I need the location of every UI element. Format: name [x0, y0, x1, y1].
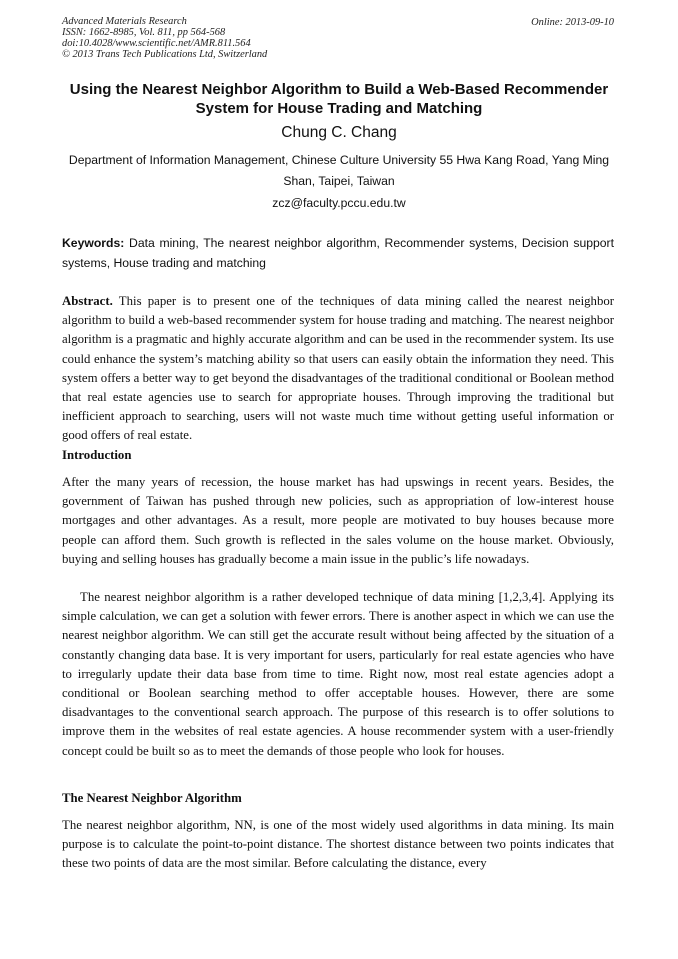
- keywords-label: Keywords:: [62, 236, 125, 250]
- author-name: Chung C. Chang: [281, 124, 397, 141]
- nn-section-heading: The Nearest Neighbor Algorithm: [62, 791, 242, 805]
- paper-title: Using the Nearest Neighbor Algorithm to Build a Web-Based Recommender System for House Trading and Matching: [69, 81, 609, 117]
- online-date: Online: 2013-09-10: [531, 17, 614, 28]
- abstract-label: Abstract.: [62, 294, 113, 308]
- introduction-paragraph-2: The nearest neighbor algorithm is a rather developed technique of data mining [1,2,3,4]. Applying its simple calculation, we can get a solution with fewer errors. There is another aspect in which we can use the nearest neighbor algorithm. We can still get the accurate result without being affected by the situation of a constantly changing data base. It is very important for users, particularly for real estate agencies who have to irregularly update their data base from time to time. Right now, most real estate agencies adopt a conditional or Boolean searching method to offer acceptable houses. However, there are some disadvantages to the conventional search approach. The purpose of this research is to offer solutions to improve them in the websites of real estate agencies. A house recommender system with a user-friendly concept could be built so as to meet the demands of those people who look for houses.: [62, 590, 614, 758]
- keywords-text: Data mining, The nearest neighbor algorithm, Recommender systems, Decision support systems, House trading and matching: [62, 236, 615, 270]
- issn-line: ISSN: 1662-8985, Vol. 811, pp 564-568: [62, 27, 226, 38]
- abstract-text: This paper is to present one of the techniques of data mining called the nearest neighbor algorithm to build a web-based recommender system for house trading and matching. The nearest neighbor algorithm is a pragmatic and highly accurate algorithm and can be used in the recommender system. Its use could enhance the system’s matching ability so that users can easily obtain the information they need. This system offers a better way to get beyond the disadvantages of the traditional conditional or Boolean method that real estate agencies use to search for appropriate houses. Through improving the traditional but inefficient approach to searching, users will not waste much time without getting useful information or good offers of real estate.: [62, 294, 615, 443]
- abstract-block: [62, 292, 614, 446]
- copyright-line: © 2013 Trans Tech Publications Ltd, Switzerland: [62, 49, 268, 60]
- nn-section-paragraph-1: The nearest neighbor algorithm, NN, is one of the most widely used algorithms in data mining. Its main purpose is to calculate the point-to-point distance. The shortest distance between two points indicates that these two points of data are the most similar. Before calculating the distance, every: [62, 818, 614, 871]
- introduction-paragraph-1: After the many years of recession, the house market has had upswings in recent years. Besides, the government of Taiwan has pushed through new policies, such as appropriation of low-interest house mortgages and other advantages. As a result, more people are motivated to buy houses because more people can afford them. Such growth is reflected in the sales volume on the house market. Obviously, buying and selling houses has gradually become a main issue in the public’s life nowadays.: [62, 475, 614, 566]
- keywords-block: [62, 233, 614, 273]
- author-affiliation: Department of Information Management, Chinese Culture University 55 Hwa Kang Road, Yang Ming Shan, Taipei, Taiwan: [68, 153, 610, 188]
- doi-line: doi:10.4028/www.scientific.net/AMR.811.564: [62, 38, 251, 49]
- journal-name: Advanced Materials Research: [62, 16, 187, 27]
- author-email: zcz@faculty.pccu.edu.tw: [272, 196, 406, 210]
- introduction-heading: Introduction: [62, 448, 132, 462]
